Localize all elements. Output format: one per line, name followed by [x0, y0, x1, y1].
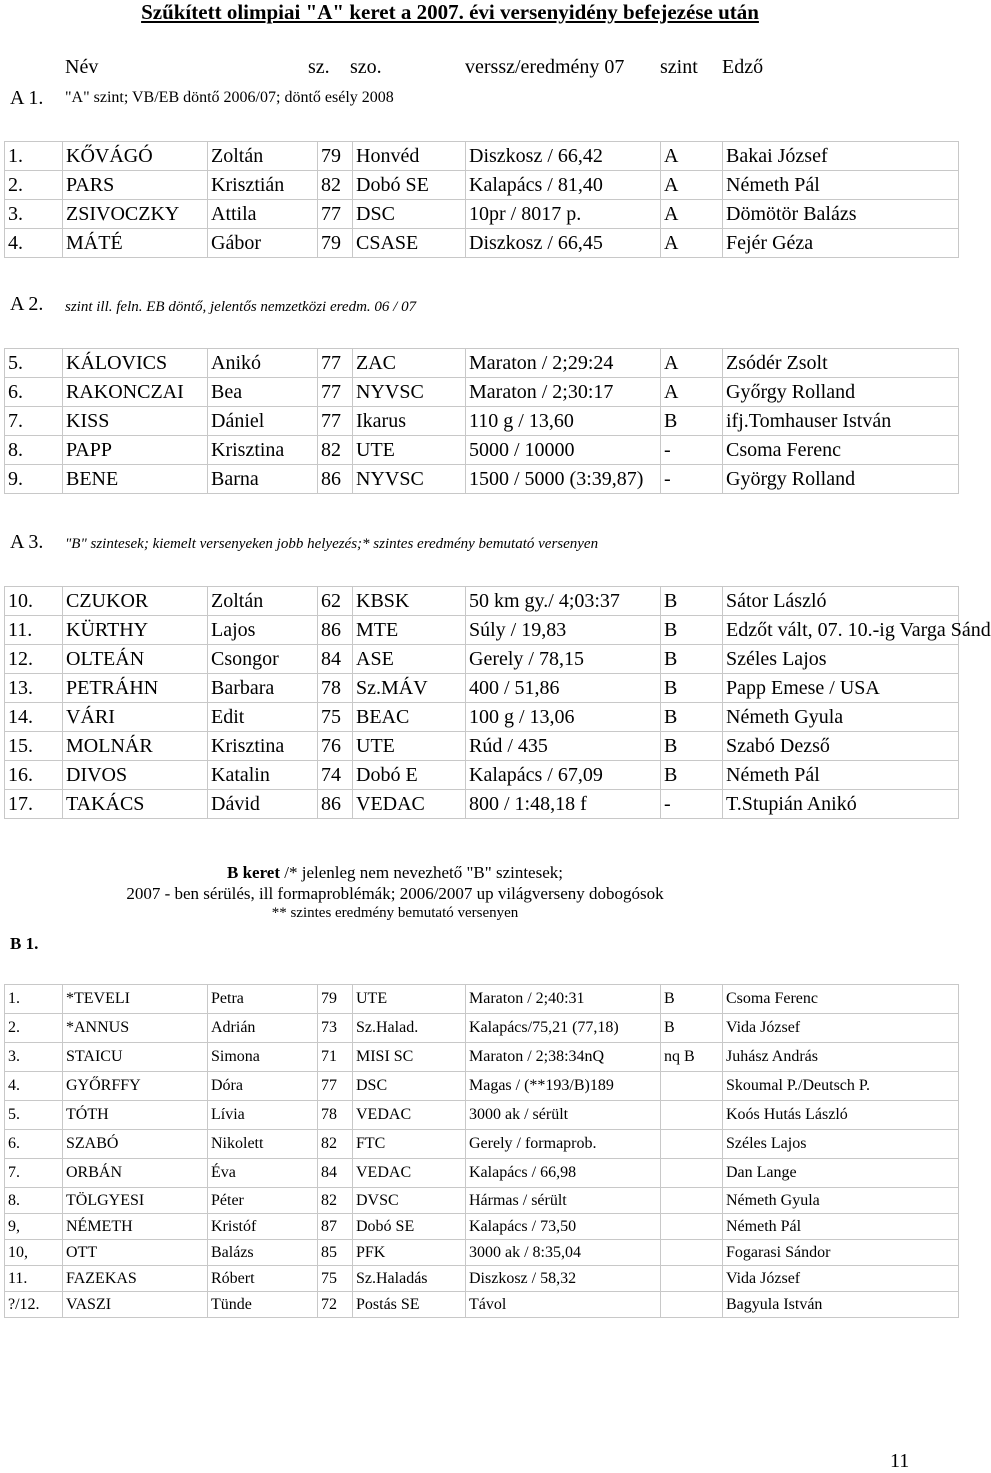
cell-surname: NÉMETH: [63, 1214, 208, 1240]
cell-result: Diszkosz / 66,45: [466, 229, 661, 258]
cell-coach: Fejér Géza: [723, 229, 959, 258]
cell-coach: Koós Hutás László: [723, 1101, 959, 1130]
cell-first: Lívia: [208, 1101, 318, 1130]
cell-club: ASE: [353, 645, 466, 674]
cell-result: Diszkosz / 66,42: [466, 142, 661, 171]
table-row: [5, 200, 959, 229]
cell-level: [661, 1240, 723, 1266]
cell-level: -: [661, 790, 723, 819]
cell-coach: Vida József: [723, 1266, 959, 1292]
cell-surname: TAKÁCS: [63, 790, 208, 819]
table-a2: [4, 348, 959, 494]
cell-surname: PAPP: [63, 436, 208, 465]
cell-surname: SZABÓ: [63, 1130, 208, 1159]
section-label-a3: A 3.: [10, 531, 44, 553]
table-row: [5, 378, 959, 407]
cell-no: 4.: [5, 229, 63, 258]
cell-club: UTE: [353, 985, 466, 1014]
cell-first: Simona: [208, 1043, 318, 1072]
cell-level: [661, 1292, 723, 1318]
cell-no: 3.: [5, 200, 63, 229]
cell-first: Katalin: [208, 761, 318, 790]
cell-coach: Skoumal P./Deutsch P.: [723, 1072, 959, 1101]
cell-coach: Juhász András: [723, 1043, 959, 1072]
cell-level: -: [661, 465, 723, 494]
cell-first: Krisztina: [208, 732, 318, 761]
cell-club: UTE: [353, 436, 466, 465]
cell-no: 14.: [5, 703, 63, 732]
cell-year: 82: [318, 171, 353, 200]
cell-first: Bea: [208, 378, 318, 407]
cell-no: 7.: [5, 407, 63, 436]
cell-result: 10pr / 8017 p.: [466, 200, 661, 229]
cell-club: Sz.MÁV: [353, 674, 466, 703]
cell-level: [661, 1101, 723, 1130]
cell-surname: PETRÁHN: [63, 674, 208, 703]
cell-coach: Szabó Dezső: [723, 732, 959, 761]
cell-no: 1.: [5, 142, 63, 171]
cell-year: 82: [318, 1188, 353, 1214]
section-label-a1: A 1.: [10, 87, 44, 109]
cell-no: 2.: [5, 171, 63, 200]
cell-year: 82: [318, 436, 353, 465]
cell-result: Magas / (**193/B)189: [466, 1072, 661, 1101]
cell-year: 87: [318, 1214, 353, 1240]
cell-club: Dobó E: [353, 761, 466, 790]
cell-result: Kalapács / 66,98: [466, 1159, 661, 1188]
cell-level: B: [661, 616, 723, 645]
cell-first: Kristóf: [208, 1214, 318, 1240]
cell-level: A: [661, 171, 723, 200]
cell-year: 85: [318, 1240, 353, 1266]
cell-result: Rúd / 435: [466, 732, 661, 761]
b-note-line1: [0, 863, 790, 883]
cell-result: Diszkosz / 58,32: [466, 1266, 661, 1292]
b-note-line2: 2007 - ben sérülés, ill formaproblémák; 2006/2007 up világverseny dobogósok: [126, 884, 664, 903]
table-row: [5, 616, 959, 645]
cell-club: Sz.Haladás: [353, 1266, 466, 1292]
cell-year: 82: [318, 1130, 353, 1159]
cell-club: DSC: [353, 1072, 466, 1101]
cell-coach: Németh Gyula: [723, 703, 959, 732]
cell-level: [661, 1188, 723, 1214]
cell-surname: KISS: [63, 407, 208, 436]
cell-first: Nikolett: [208, 1130, 318, 1159]
cell-result: Súly / 19,83: [466, 616, 661, 645]
cell-coach: T.Stupián Anikó: [723, 790, 959, 819]
cell-level: B: [661, 732, 723, 761]
cell-year: 79: [318, 142, 353, 171]
section-label-b1: B 1.: [10, 934, 39, 953]
header-level: szint: [660, 56, 698, 78]
page-title: Szűkített olimpiai "A" keret a 2007. évi versenyidény befejezése után: [141, 0, 759, 24]
table-row: [5, 1014, 959, 1043]
cell-first: Attila: [208, 200, 318, 229]
cell-coach: Németh Pál: [723, 171, 959, 200]
cell-year: 79: [318, 229, 353, 258]
cell-result: 50 km gy./ 4;03:37: [466, 587, 661, 616]
cell-year: 86: [318, 616, 353, 645]
cell-level: -: [661, 436, 723, 465]
cell-first: Anikó: [208, 349, 318, 378]
cell-result: Maraton / 2;29:24: [466, 349, 661, 378]
cell-coach: Vida József: [723, 1014, 959, 1043]
cell-no: 4.: [5, 1072, 63, 1101]
cell-year: 77: [318, 407, 353, 436]
table-row: [5, 1188, 959, 1214]
cell-first: Éva: [208, 1159, 318, 1188]
table-row: [5, 1159, 959, 1188]
cell-coach: Dömötör Balázs: [723, 200, 959, 229]
cell-first: Tünde: [208, 1292, 318, 1318]
table-row: [5, 790, 959, 819]
cell-coach: Németh Pál: [723, 1214, 959, 1240]
cell-year: 84: [318, 1159, 353, 1188]
cell-level: nq B: [661, 1043, 723, 1072]
cell-level: A: [661, 378, 723, 407]
b-note-line3: ** szintes eredmény bemutató versenyen: [271, 905, 519, 921]
cell-level: [661, 1159, 723, 1188]
cell-surname: KÜRTHY: [63, 616, 208, 645]
cell-year: 78: [318, 674, 353, 703]
cell-no: ?/12.: [5, 1292, 63, 1318]
cell-surname: MOLNÁR: [63, 732, 208, 761]
table-row: [5, 1292, 959, 1318]
cell-level: [661, 1266, 723, 1292]
cell-club: NYVSC: [353, 378, 466, 407]
b-note-rest: /* jelenleg nem nevezhető "B" szintesek;: [280, 863, 563, 882]
cell-coach: Németh Pál: [723, 761, 959, 790]
cell-coach: Széles Lajos: [723, 1130, 959, 1159]
cell-surname: FAZEKAS: [63, 1266, 208, 1292]
cell-level: B: [661, 703, 723, 732]
table-row: [5, 1240, 959, 1266]
cell-club: CSASE: [353, 229, 466, 258]
cell-level: B: [661, 587, 723, 616]
cell-year: 77: [318, 200, 353, 229]
cell-club: Dobó SE: [353, 1214, 466, 1240]
cell-club: Honvéd: [353, 142, 466, 171]
cell-year: 73: [318, 1014, 353, 1043]
cell-year: 77: [318, 1072, 353, 1101]
cell-year: 75: [318, 1266, 353, 1292]
cell-year: 71: [318, 1043, 353, 1072]
cell-year: 77: [318, 349, 353, 378]
table-row: [5, 1043, 959, 1072]
cell-no: 1.: [5, 985, 63, 1014]
cell-surname: CZUKOR: [63, 587, 208, 616]
table-row: [5, 229, 959, 258]
cell-first: Lajos: [208, 616, 318, 645]
table-row: [5, 674, 959, 703]
cell-result: Gerely / 78,15: [466, 645, 661, 674]
cell-result: 110 g / 13,60: [466, 407, 661, 436]
cell-surname: OTT: [63, 1240, 208, 1266]
table-row: [5, 407, 959, 436]
cell-coach: ifj.Tomhauser István: [723, 407, 959, 436]
cell-no: 5.: [5, 349, 63, 378]
cell-surname: TÖLGYESI: [63, 1188, 208, 1214]
cell-level: A: [661, 229, 723, 258]
cell-no: 16.: [5, 761, 63, 790]
cell-surname: PARS: [63, 171, 208, 200]
table-row: [5, 587, 959, 616]
cell-year: 74: [318, 761, 353, 790]
table-row: [5, 1130, 959, 1159]
cell-surname: *ANNUS: [63, 1014, 208, 1043]
cell-year: 72: [318, 1292, 353, 1318]
cell-club: NYVSC: [353, 465, 466, 494]
table-row: [5, 436, 959, 465]
cell-level: A: [661, 142, 723, 171]
cell-level: [661, 1072, 723, 1101]
cell-no: 15.: [5, 732, 63, 761]
cell-first: Zoltán: [208, 587, 318, 616]
table-row: [5, 142, 959, 171]
cell-year: 75: [318, 703, 353, 732]
cell-no: 17.: [5, 790, 63, 819]
table-b1: [4, 984, 959, 1318]
cell-year: 62: [318, 587, 353, 616]
cell-year: 77: [318, 378, 353, 407]
cell-no: 5.: [5, 1101, 63, 1130]
cell-surname: KÁLOVICS: [63, 349, 208, 378]
cell-level: A: [661, 349, 723, 378]
cell-first: Róbert: [208, 1266, 318, 1292]
cell-first: Dóra: [208, 1072, 318, 1101]
cell-first: Péter: [208, 1188, 318, 1214]
cell-club: VEDAC: [353, 1101, 466, 1130]
cell-club: PFK: [353, 1240, 466, 1266]
table-row: [5, 761, 959, 790]
cell-result: Kalapács / 81,40: [466, 171, 661, 200]
cell-result: 400 / 51,86: [466, 674, 661, 703]
cell-surname: STAICU: [63, 1043, 208, 1072]
section-note-a3: "B" szintesek; kiemelt versenyeken jobb helyezés;* szintes eredmény bemutató versenyen: [65, 536, 599, 552]
cell-coach: György Rolland: [723, 465, 959, 494]
cell-club: Postás SE: [353, 1292, 466, 1318]
table-row: [5, 1101, 959, 1130]
cell-first: Krisztián: [208, 171, 318, 200]
header-coach: Edző: [722, 56, 764, 78]
cell-year: 86: [318, 790, 353, 819]
cell-first: Barna: [208, 465, 318, 494]
header-sz: sz.: [308, 56, 330, 78]
table-a3: [4, 586, 991, 819]
cell-level: B: [661, 407, 723, 436]
table-row: [5, 1072, 959, 1101]
cell-club: DSC: [353, 200, 466, 229]
cell-coach: Fogarasi Sándor: [723, 1240, 959, 1266]
cell-year: 79: [318, 985, 353, 1014]
cell-result: Maraton / 2;40:31: [466, 985, 661, 1014]
cell-year: 84: [318, 645, 353, 674]
cell-first: Krisztina: [208, 436, 318, 465]
cell-coach: Papp Emese / USA: [723, 674, 959, 703]
cell-first: Csongor: [208, 645, 318, 674]
header-szo: szo.: [350, 56, 382, 78]
table-row: [5, 1214, 959, 1240]
cell-first: Balázs: [208, 1240, 318, 1266]
cell-coach: Csoma Ferenc: [723, 985, 959, 1014]
cell-result: Gerely / formaprob.: [466, 1130, 661, 1159]
cell-club: Dobó SE: [353, 171, 466, 200]
cell-level: B: [661, 761, 723, 790]
cell-no: 10.: [5, 587, 63, 616]
cell-first: Zoltán: [208, 142, 318, 171]
cell-level: B: [661, 674, 723, 703]
cell-surname: *TEVELI: [63, 985, 208, 1014]
header-name: Név: [65, 56, 99, 78]
cell-result: Kalapács / 73,50: [466, 1214, 661, 1240]
cell-club: FTC: [353, 1130, 466, 1159]
cell-result: 800 / 1:48,18 f: [466, 790, 661, 819]
cell-coach: Sátor László: [723, 587, 959, 616]
cell-coach: Dan Lange: [723, 1159, 959, 1188]
cell-surname: OLTEÁN: [63, 645, 208, 674]
cell-year: 86: [318, 465, 353, 494]
cell-coach: Csoma Ferenc: [723, 436, 959, 465]
table-row: [5, 171, 959, 200]
cell-first: Petra: [208, 985, 318, 1014]
cell-club: MISI SC: [353, 1043, 466, 1072]
cell-level: B: [661, 645, 723, 674]
cell-first: Dávid: [208, 790, 318, 819]
cell-level: B: [661, 1014, 723, 1043]
table-row: [5, 1266, 959, 1292]
cell-surname: DIVOS: [63, 761, 208, 790]
cell-result: Hármas / sérült: [466, 1188, 661, 1214]
cell-no: 11.: [5, 1266, 63, 1292]
cell-result: 5000 / 10000: [466, 436, 661, 465]
header-result: verssz/eredmény 07: [465, 56, 625, 78]
cell-club: VEDAC: [353, 1159, 466, 1188]
cell-level: [661, 1214, 723, 1240]
table-row: [5, 645, 959, 674]
cell-no: 7.: [5, 1159, 63, 1188]
cell-surname: VÁRI: [63, 703, 208, 732]
table-row: [5, 349, 959, 378]
cell-no: 13.: [5, 674, 63, 703]
cell-result: Maraton / 2;38:34nQ: [466, 1043, 661, 1072]
cell-surname: ORBÁN: [63, 1159, 208, 1188]
cell-club: ZAC: [353, 349, 466, 378]
cell-surname: MÁTÉ: [63, 229, 208, 258]
cell-coach: Bakai József: [723, 142, 959, 171]
cell-result: Távol: [466, 1292, 661, 1318]
cell-first: Edit: [208, 703, 318, 732]
cell-coach: Bagyula István: [723, 1292, 959, 1318]
cell-result: 100 g / 13,06: [466, 703, 661, 732]
page-number: 11: [890, 1450, 910, 1472]
cell-no: 12.: [5, 645, 63, 674]
cell-year: 76: [318, 732, 353, 761]
section-note-a1: "A" szint; VB/EB döntő 2006/07; döntő esély 2008: [65, 89, 394, 106]
cell-coach: Németh Gyula: [723, 1188, 959, 1214]
cell-no: 3.: [5, 1043, 63, 1072]
cell-club: KBSK: [353, 587, 466, 616]
cell-level: B: [661, 985, 723, 1014]
table-row: [5, 732, 959, 761]
table-row: [5, 465, 959, 494]
cell-result: Kalapács/75,21 (77,18): [466, 1014, 661, 1043]
cell-club: UTE: [353, 732, 466, 761]
cell-surname: ZSIVOCZKY: [63, 200, 208, 229]
cell-result: 1500 / 5000 (3:39,87): [466, 465, 661, 494]
cell-surname: TÓTH: [63, 1101, 208, 1130]
cell-result: 3000 ak / sérült: [466, 1101, 661, 1130]
cell-first: Adrián: [208, 1014, 318, 1043]
b-note-bold: B keret: [226, 863, 281, 882]
cell-club: Sz.Halad.: [353, 1014, 466, 1043]
cell-no: 9.: [5, 465, 63, 494]
section-note-a2: szint ill. feln. EB döntő, jelentős nemzetközi eredm. 06 / 07: [65, 299, 417, 315]
table-a1: [4, 141, 959, 258]
cell-coach: Edzőt vált, 07. 10.-ig Varga Sánd: [723, 616, 959, 645]
cell-no: 11.: [5, 616, 63, 645]
table-row: [5, 703, 959, 732]
cell-no: 6.: [5, 378, 63, 407]
cell-surname: RAKONCZAI: [63, 378, 208, 407]
cell-surname: GYŐRFFY: [63, 1072, 208, 1101]
cell-first: Barbara: [208, 674, 318, 703]
cell-no: 8.: [5, 436, 63, 465]
cell-no: 9,: [5, 1214, 63, 1240]
cell-surname: KŐVÁGÓ: [63, 142, 208, 171]
cell-coach: Zsódér Zsolt: [723, 349, 959, 378]
cell-coach: Széles Lajos: [723, 645, 959, 674]
cell-coach: Győrgy Rolland: [723, 378, 959, 407]
cell-club: DVSC: [353, 1188, 466, 1214]
cell-level: A: [661, 200, 723, 229]
cell-no: 8.: [5, 1188, 63, 1214]
cell-no: 10,: [5, 1240, 63, 1266]
cell-no: 6.: [5, 1130, 63, 1159]
cell-club: VEDAC: [353, 790, 466, 819]
cell-surname: VASZI: [63, 1292, 208, 1318]
cell-first: Dániel: [208, 407, 318, 436]
cell-result: Kalapács / 67,09: [466, 761, 661, 790]
cell-result: 3000 ak / 8:35,04: [466, 1240, 661, 1266]
cell-club: MTE: [353, 616, 466, 645]
cell-surname: BENE: [63, 465, 208, 494]
section-label-a2: A 2.: [10, 293, 44, 315]
cell-club: Ikarus: [353, 407, 466, 436]
cell-year: 78: [318, 1101, 353, 1130]
cell-level: [661, 1130, 723, 1159]
cell-no: 2.: [5, 1014, 63, 1043]
cell-club: BEAC: [353, 703, 466, 732]
table-row: [5, 985, 959, 1014]
cell-result: Maraton / 2;30:17: [466, 378, 661, 407]
cell-first: Gábor: [208, 229, 318, 258]
